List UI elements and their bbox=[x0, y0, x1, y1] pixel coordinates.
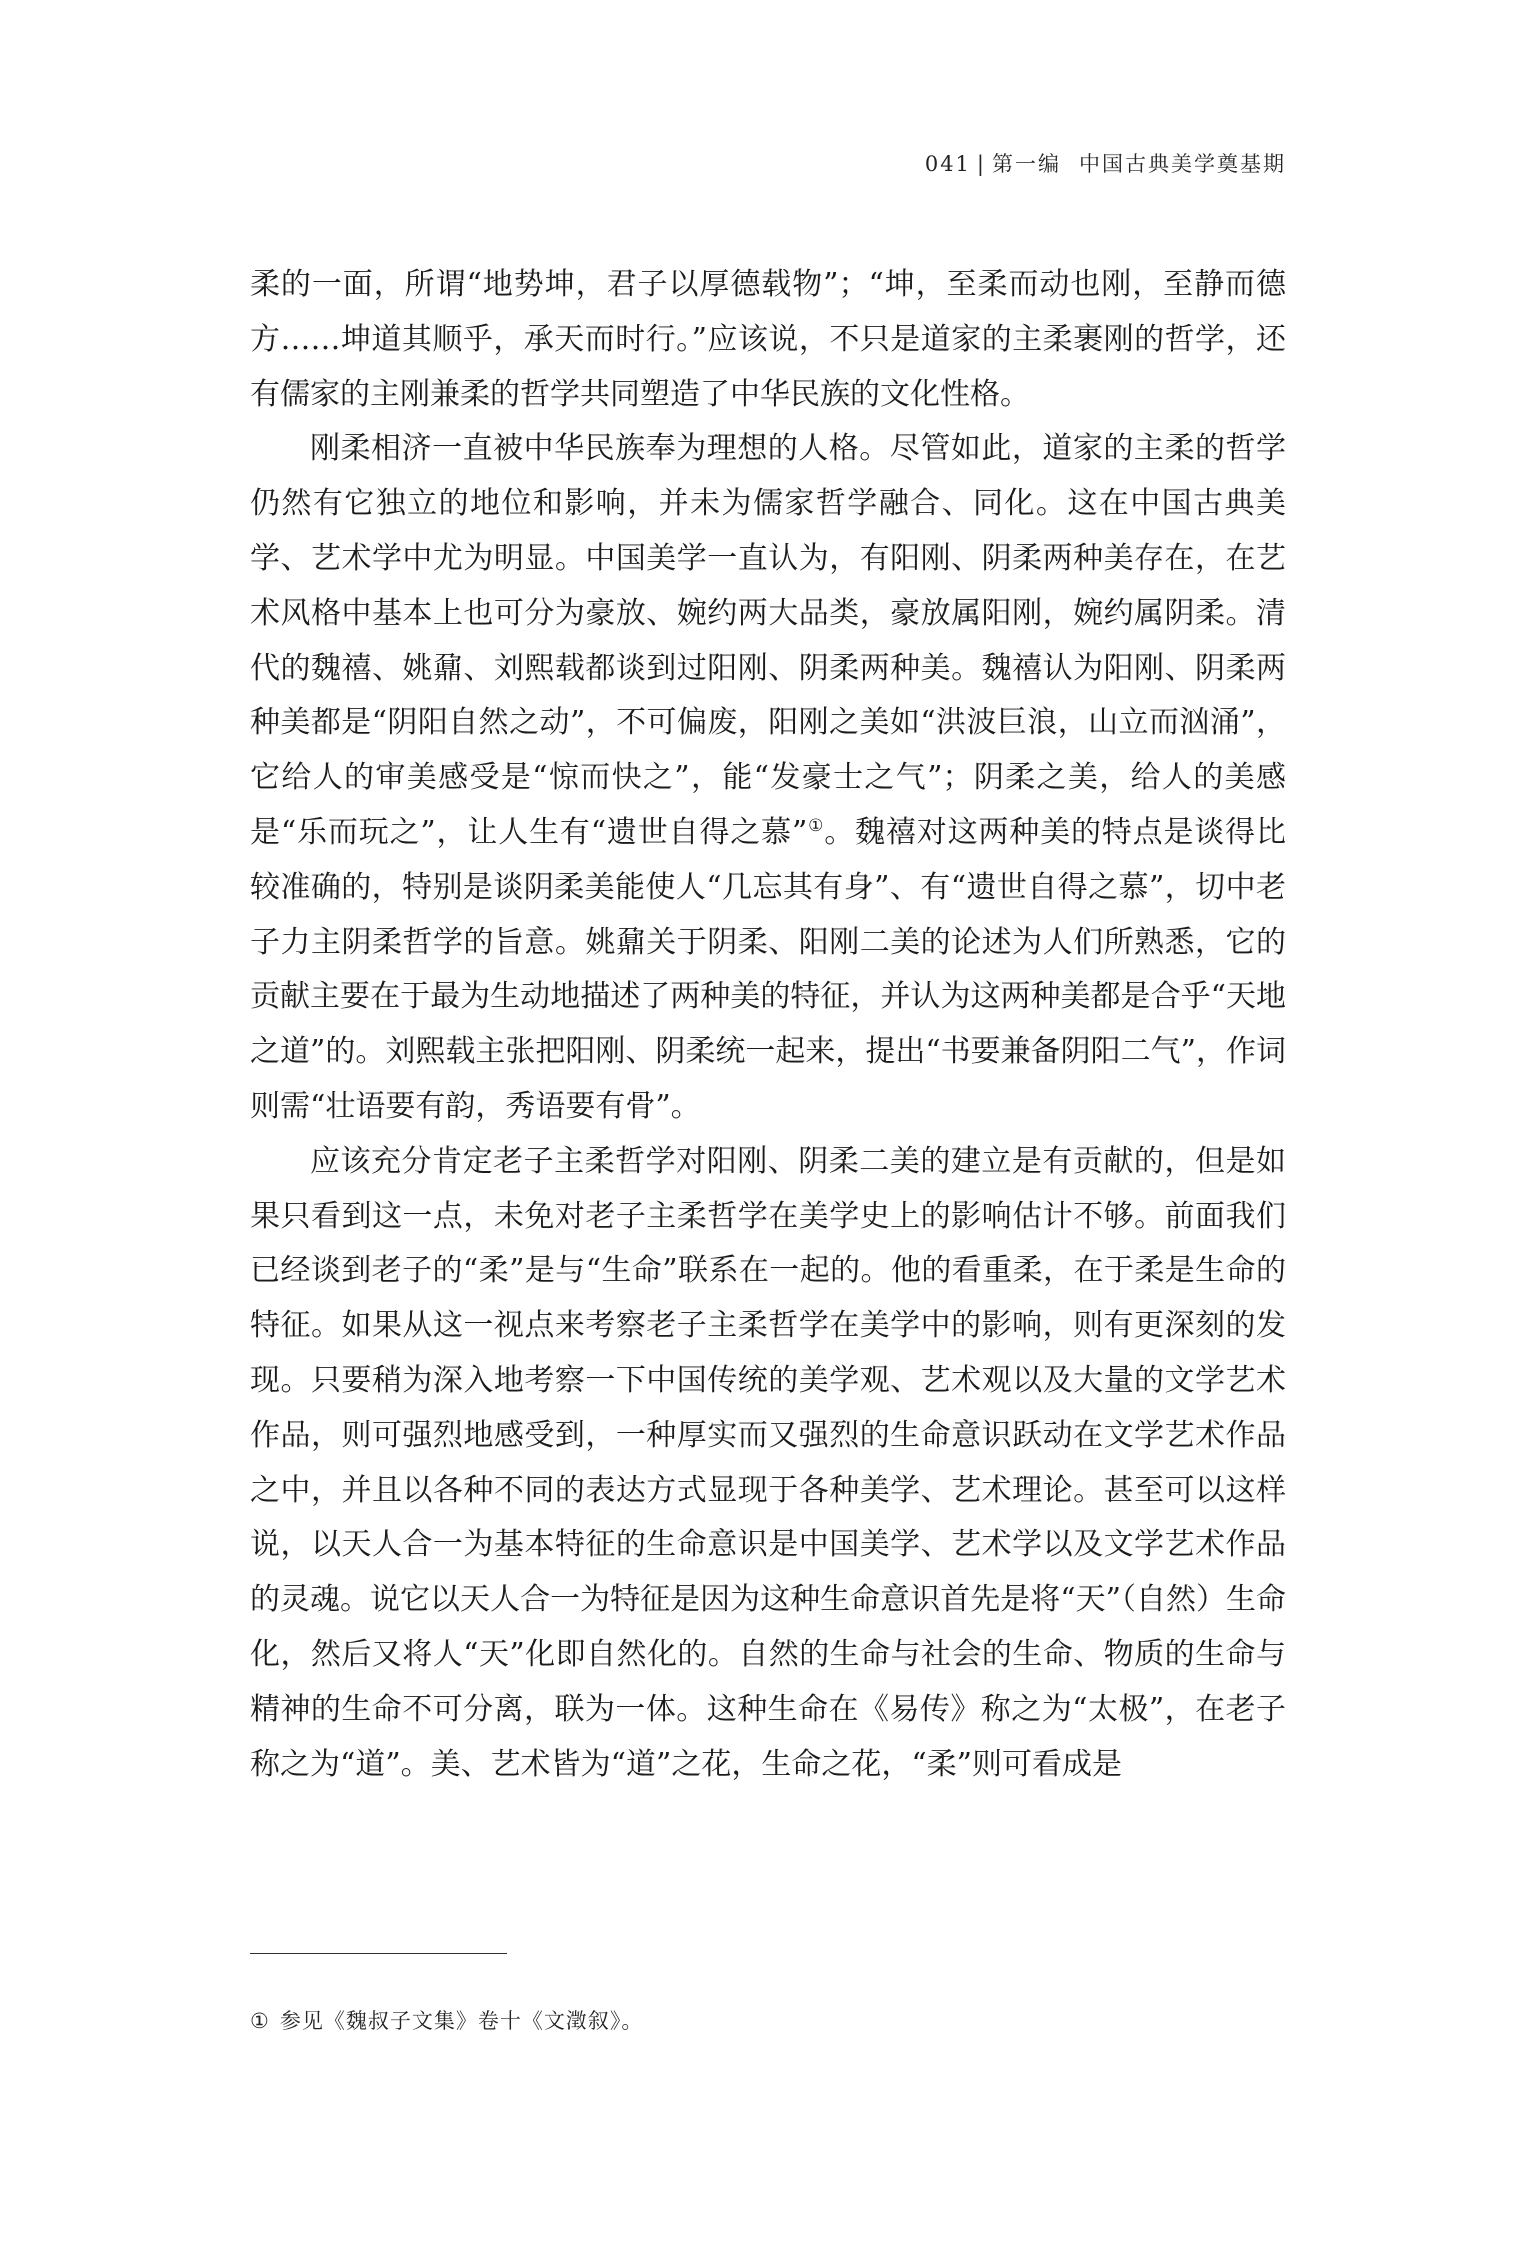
paragraph-2 bbox=[250, 422, 1286, 1134]
footnote-reference: ① bbox=[807, 815, 825, 836]
paragraph-1: 柔的一面，所谓“地势坤，君子以厚德载物”；“坤，至柔而动也刚，至静而德方……坤道其顺乎，承天而时行。”应该说，不只是道家的主柔裹刚的哲学，还有儒家的主刚兼柔的哲学共同塑造了中华民族的文化性格。 bbox=[250, 267, 1286, 412]
paragraph-2-text-after-note: 。魏禧对这两种美的特点是谈得比较准确的，特别是谈阴柔美能使人“几忘其有身”、有“遗世自得之慕”，切中老子力主阴柔哲学的旨意。姚鼐关于阴柔、阳刚二美的论述为人们所熟悉，它的贡献主要在于最为生动地描述了两种美的特征，并认为这两种美都是合乎“天地之道”的。刘熙载主张把阳刚、阴柔统一起来，提出“书要兼备阴阳二气”，作词则需“壮语要有韵，秀语要有骨”。 bbox=[250, 814, 1287, 1124]
footnote-mark: ① bbox=[250, 2009, 270, 2033]
part-label: 第一编 bbox=[992, 152, 1061, 176]
running-head-separator: | bbox=[976, 152, 986, 176]
paragraph-2-text-before-note: 刚柔相济一直被中华民族奉为理想的人格。尽管如此，道家的主柔的哲学仍然有它独立的地位和影响，并未为儒家哲学融合、同化。这在中国古典美学、艺术学中尤为明显。中国美学一直认为，有阳刚、阴柔两种美存在，在艺术风格中基本上也可分为豪放、婉约两大品类，豪放属阳刚，婉约属阴柔。清代的魏禧、姚鼐、刘熙载都谈到过阳刚、阴柔两种美。魏禧认为阳刚、阴柔两种美都是“阴阳自然之动”，不可偏废，阳刚之美如“洪波巨浪，山立而汹涌”，它给人的审美感受是“惊而快之”，能“发豪士之气”；阴柔之美，给人的美感是“乐而玩之”，让人生有“遗世自得之慕” bbox=[250, 431, 1286, 850]
footnote-text: 参见《魏叔子文集》卷十《文澂叙》。 bbox=[279, 2009, 644, 2033]
footnote-divider bbox=[250, 1953, 507, 1954]
footnote bbox=[250, 2005, 643, 2035]
part-title: 中国古典美学奠基期 bbox=[1079, 152, 1286, 176]
body-text bbox=[250, 258, 1286, 1792]
paragraph-3: 应该充分肯定老子主柔哲学对阳刚、阴柔二美的建立是有贡献的，但是如果只看到这一点，未免对老子主柔哲学在美学史上的影响估计不够。前面我们已经谈到老子的“柔”是与“生命”联系在一起的。他的看重柔，在于柔是生命的特征。如果从这一视点来考察老子主柔哲学在美学中的影响，则有更深刻的发现。只要稍为深入地考察一下中国传统的美学观、艺术观以及大量的文学艺术作品，则可强烈地感受到，一种厚实而又强烈的生命意识跃动在文学艺术作品之中，并且以各种不同的表达方式显现于各种美学、艺术理论。甚至可以这样说，以天人合一为基本特征的生命意识是中国美学、艺术学以及文学艺术作品的灵魂。说它以天人合一为特征是因为这种生命意识首先是将“天”（自然）生命化，然后又将人“天”化即自然化的。自然的生命与社会的生命、物质的生命与精神的生命不可分离，联为一体。这种生命在《易传》称之为“太极”，在老子称之为“道”。美、艺术皆为“道”之花，生命之花，“柔”则可看成是 bbox=[250, 1143, 1286, 1782]
page-number: 041 bbox=[924, 152, 971, 176]
running-head bbox=[925, 148, 1286, 178]
